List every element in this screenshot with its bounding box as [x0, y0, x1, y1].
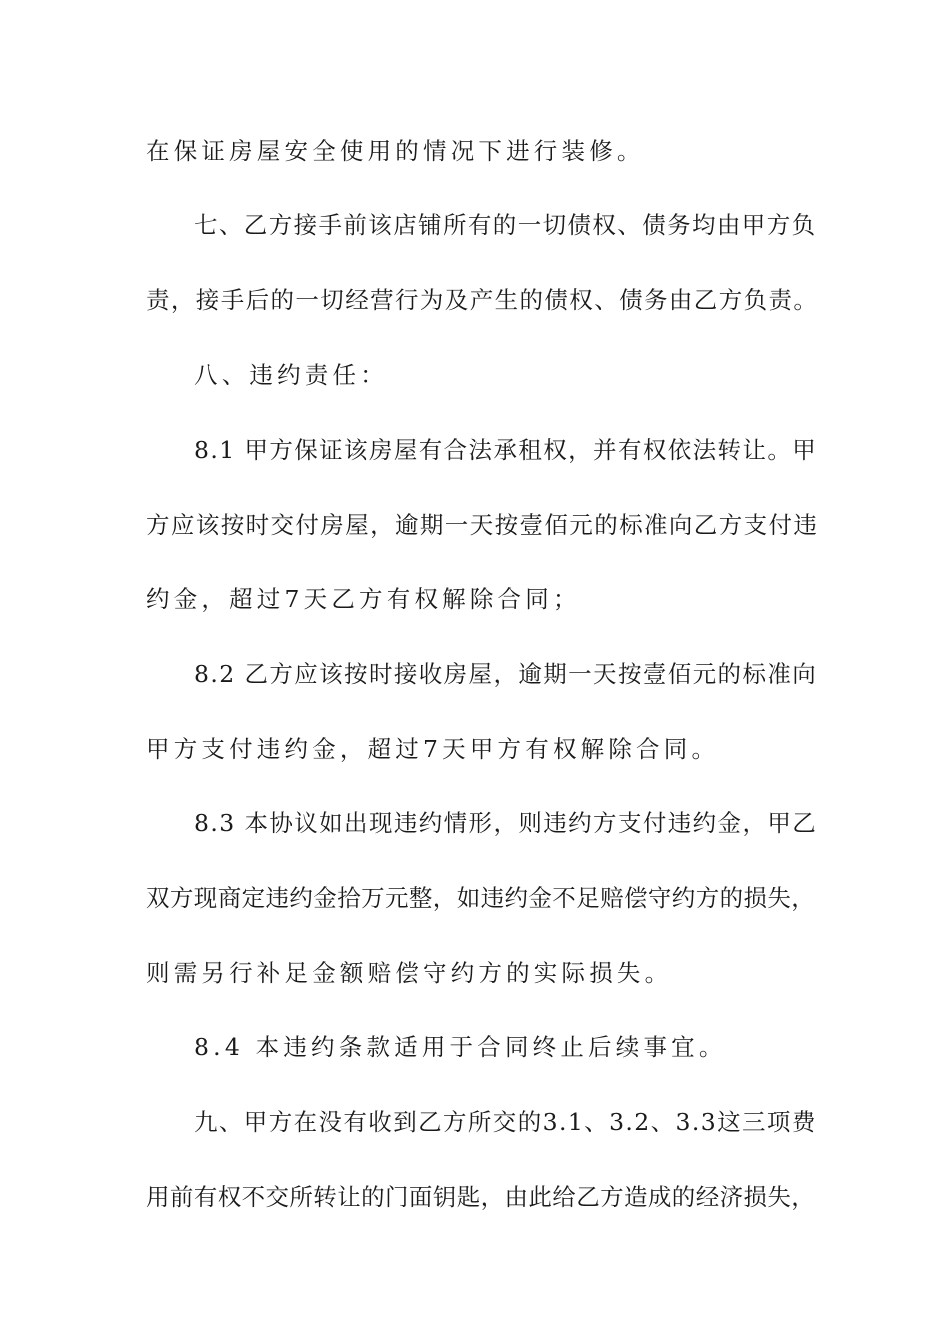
text-line: 用前有权不交所转让的门面钥匙，由此给乙方造成的经济损失， — [146, 1183, 816, 1211]
text-line: 甲方支付违约金，超过7天甲方有权解除合同。 — [146, 735, 720, 763]
text-line: 8.2 乙方应该按时接收房屋，逾期一天按壹佰元的标准向 — [194, 660, 818, 688]
text-line: 方应该按时交付房屋，逾期一天按壹佰元的标准向乙方支付违 — [146, 511, 819, 539]
text-line: 8.3 本协议如出现违约情形，则违约方支付违约金，甲乙 — [194, 809, 818, 837]
text-line: 双方现商定违约金拾万元整，如违约金不足赔偿守约方的损失， — [146, 884, 816, 912]
text-line: 八、违约责任： — [194, 361, 388, 389]
text-line: 在保证房屋安全使用的情况下进行装修。 — [146, 137, 645, 165]
text-line: 8.4 本违约条款适用于合同终止后续事宜。 — [194, 1033, 727, 1061]
text-line: 8.1 甲方保证该房屋有合法承租权，并有权依法转让。甲 — [194, 436, 818, 464]
text-line: 则需另行补足金额赔偿守约方的实际损失。 — [146, 959, 673, 987]
text-line: 责，接手后的一切经营行为及产生的债权、债务由乙方负责。 — [146, 286, 819, 314]
text-line: 七、乙方接手前该店铺所有的一切债权、债务均由甲方负 — [194, 211, 817, 239]
text-line: 九、甲方在没有收到乙方所交的3.1、3.2、3.3这三项费 — [194, 1108, 817, 1136]
text-line: 约金，超过7天乙方有权解除合同； — [146, 585, 581, 613]
